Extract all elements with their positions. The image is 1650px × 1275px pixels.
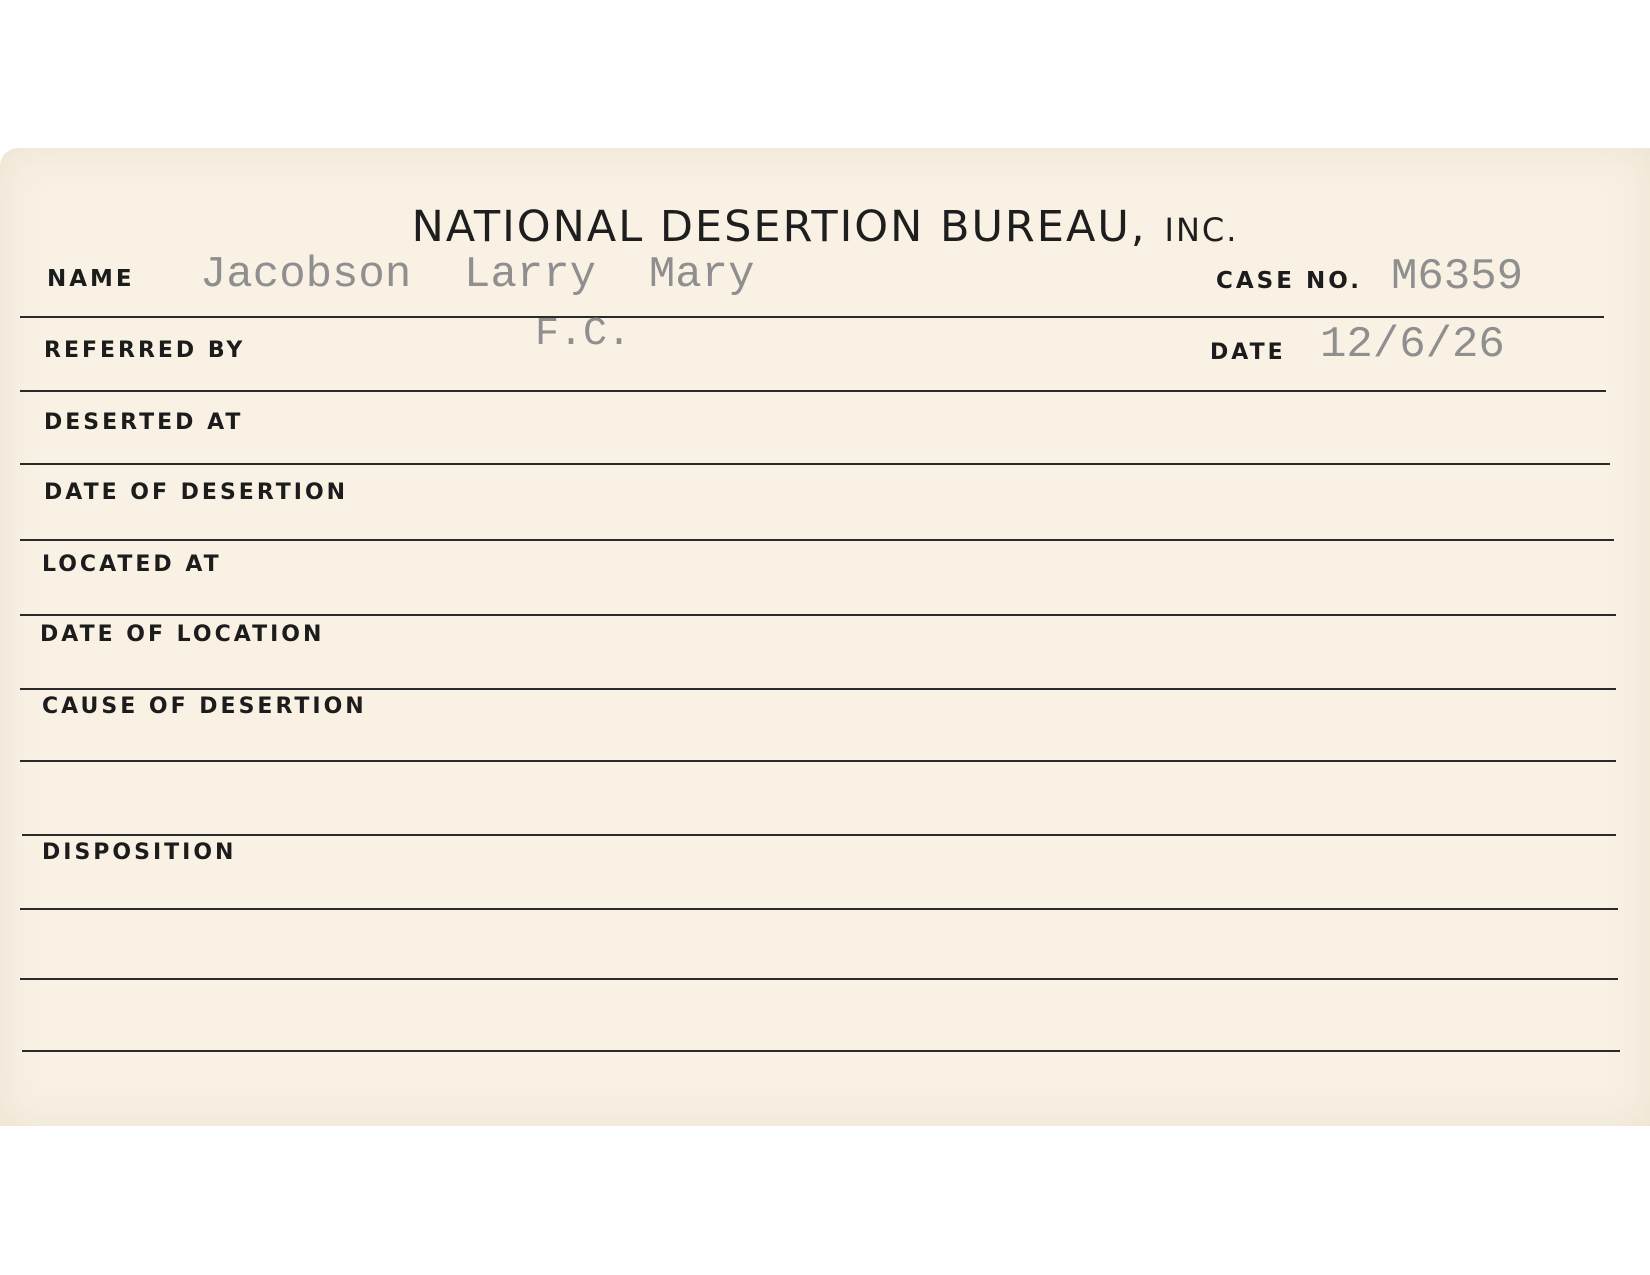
name-label: NAME	[47, 266, 135, 292]
name-value: Jacobson Larry Mary	[200, 250, 755, 300]
date-label: DATE	[1210, 340, 1286, 365]
cause-of-desertion-line-2	[22, 834, 1616, 836]
disposition-line-3	[22, 1050, 1620, 1052]
date-of-desertion-line	[20, 539, 1614, 541]
case-no-value: M6359	[1391, 252, 1524, 302]
cause-of-desertion-label: CAUSE OF DESERTION	[42, 694, 367, 719]
referred-by-label: REFERRED BY	[44, 338, 246, 363]
disposition-line	[20, 908, 1618, 910]
referred-by-value: F.C.	[535, 312, 632, 357]
case-no-label: CASE NO.	[1216, 268, 1362, 294]
disposition-line-2	[20, 978, 1618, 980]
desertion-index-card	[0, 148, 1650, 1126]
deserted-at-line	[20, 463, 1610, 465]
card-title-suffix: INC.	[1164, 211, 1239, 249]
date-of-location-line	[20, 688, 1616, 690]
disposition-label: DISPOSITION	[42, 840, 237, 865]
located-at-line	[20, 614, 1616, 616]
cause-of-desertion-line	[20, 760, 1616, 762]
name-line	[20, 316, 1604, 318]
deserted-at-label: DESERTED AT	[44, 410, 244, 435]
date-of-location-label: DATE OF LOCATION	[40, 622, 325, 647]
referred-by-line	[20, 390, 1606, 392]
card-title-main: NATIONAL DESERTION BUREAU,	[411, 202, 1147, 252]
date-of-desertion-label: DATE OF DESERTION	[44, 480, 349, 505]
card-title	[0, 202, 1650, 252]
date-value: 12/6/26	[1320, 320, 1505, 370]
located-at-label: LOCATED AT	[42, 552, 222, 577]
